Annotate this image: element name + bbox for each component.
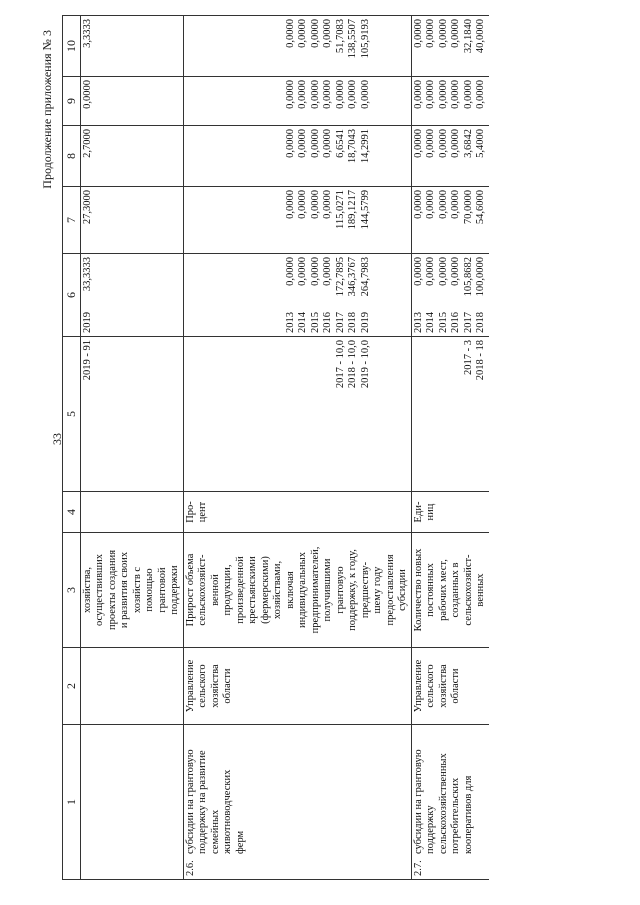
value-cell: 0,0000 0,0000 0,0000 0,0000 51,7083 138,5507 105,9193 — [183, 16, 411, 77]
value-cell: 0,0000 0,0000 0,0000 0,0000 6,6541 18,7043 14,2991 — [183, 126, 411, 187]
col-header: 6 — [63, 254, 81, 337]
value-cell: 27,3000 — [80, 187, 183, 254]
year-value-cell: 2019 33,3333 — [80, 254, 183, 337]
indicators-table — [62, 15, 489, 880]
value-cell: 0,0000 0,0000 0,0000 0,0000 32,1840 40,0000 — [411, 16, 489, 77]
target-cell: 2017 - 10,0 2018 - 10,0 2019 - 10,0 — [183, 337, 411, 492]
empty-cell — [80, 492, 183, 533]
col-header: 7 — [63, 187, 81, 254]
target-cell: 2019 - 91 — [80, 337, 183, 492]
table-row — [80, 16, 183, 880]
col-header: 10 — [63, 16, 81, 77]
value-cell: 0,0000 0,0000 0,0000 0,0000 0,0000 0,0000 0,0000 — [183, 77, 411, 126]
measure-cell: 2.6. субсидии на грантовую поддержку на развитие семейных животноводческих ферм — [183, 725, 411, 880]
value-cell: 0,0000 0,0000 0,0000 0,0000 3,6842 5,4000 — [411, 126, 489, 187]
col-header: 4 — [63, 492, 81, 533]
executor-cell: Управление сельского хозяйства области — [411, 648, 489, 725]
col-header: 5 — [63, 337, 81, 492]
target-cell: 2017 - 3 2018 - 18 — [411, 337, 489, 492]
col-header: 3 — [63, 533, 81, 648]
indicator-cell: Количество новых постоянных рабочих мест, созданных в сельскохозяйст- венных — [411, 533, 489, 648]
unit-cell: Про- цент — [183, 492, 411, 533]
value-cell: 0,0000 — [80, 77, 183, 126]
col-header: 2 — [63, 648, 81, 725]
unit-cell: Еди- ниц — [411, 492, 489, 533]
value-cell: 0,0000 0,0000 0,0000 0,0000 0,0000 0,0000 — [411, 77, 489, 126]
indicator-cell: хозяйства, осуществивших проекты создания и развития своих хозяйств с помощью грантовой поддержки — [80, 533, 183, 648]
value-cell: 0,0000 0,0000 0,0000 0,0000 70,0000 54,6000 — [411, 187, 489, 254]
col-header: 1 — [63, 725, 81, 880]
empty-cell — [80, 725, 183, 880]
executor-cell: Управление сельского хозяйства области — [183, 648, 411, 725]
appendix-caption: Продолжение приложения № 3 — [40, 30, 54, 189]
year-value-cell: 2013 0,0000 2014 0,0000 2015 0,0000 2016 0,0000 2017 172,7895 2018 346,3767 2019 264,7983 — [183, 254, 411, 337]
table-row — [411, 16, 489, 880]
header-row — [63, 16, 81, 880]
page-number: 33 — [50, 433, 64, 445]
rotated-page — [30, 19, 590, 880]
table-row — [183, 16, 411, 880]
empty-cell — [80, 648, 183, 725]
measure-cell: 2.7. субсидии на грантовую поддержку сельскохозяйственных потребительских кооперативов для — [411, 725, 489, 880]
col-header: 8 — [63, 126, 81, 187]
indicator-cell: Прирост объема сельскохозяйст- венной продукции, произведенной крестьянскими (фермерскими) хозяйствами, включая индивидуальных предпринимателей, получившими грантовую поддержку, к году, предшеству- шему году предоставления субсидии — [183, 533, 411, 648]
year-value-cell: 2013 0,0000 2014 0,0000 2015 0,0000 2016 0,0000 2017 105,8682 2018 100,0000 — [411, 254, 489, 337]
value-cell: 3,3333 — [80, 16, 183, 77]
col-header: 9 — [63, 77, 81, 126]
value-cell: 0,0000 0,0000 0,0000 0,0000 115,0271 189,1217 144,5799 — [183, 187, 411, 254]
value-cell: 2,7000 — [80, 126, 183, 187]
